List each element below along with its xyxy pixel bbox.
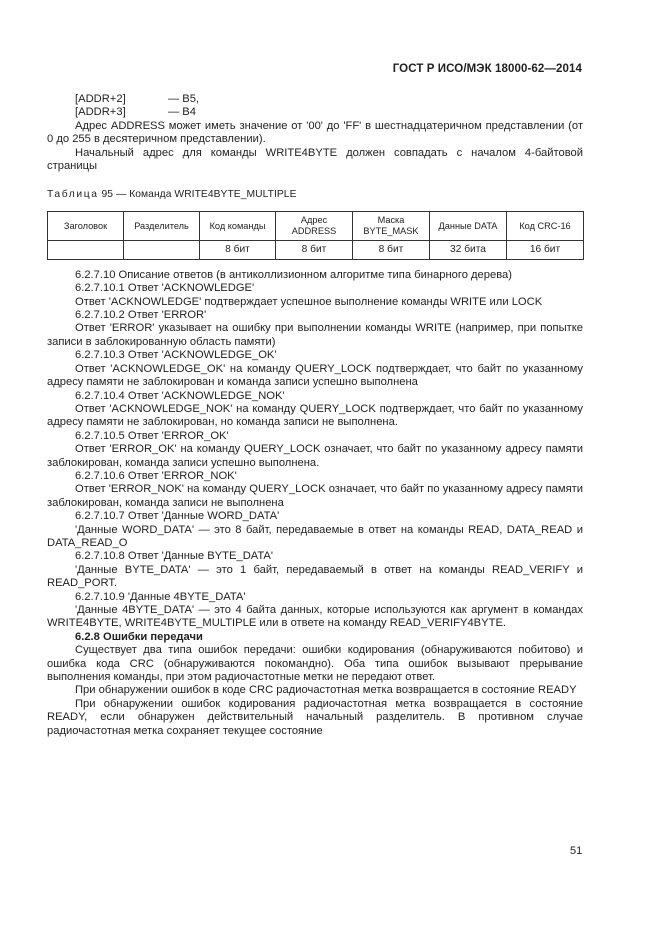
paragraph: Ответ 'ERROR_NOK' на команду QUERY_LOCK означает, что байт по указанному адресу памяти заблокирован, команда записи не выполнена xyxy=(47,483,583,509)
paragraph: Ответ 'ERROR' указывает на ошибку при выполнении команды WRITE (например, при попытке записи в заблокированную область памяти) xyxy=(47,322,583,348)
header-addr-text: Адрес ADDRESS xyxy=(291,215,337,236)
paragraph: Существует два типа ошибок передачи: ошибки кодирования (обнаруживаются побитово) и ошибка кода CRC (обнаруживаются покомандно). Оба типа ошибок вызывают прерывание выполнения команды, при этом радиочастотные метки не передают ответ. xyxy=(47,644,583,684)
table-cell: 32 бита xyxy=(430,240,507,259)
table-header-cell: Данные DATA xyxy=(430,211,507,240)
section-title: 6.2.8 Ошибки передачи xyxy=(75,630,203,643)
paragraph: 'Данные WORD_DATA' — это 8 байт, передаваемые в ответ на команды READ, DATA_READ и DATA_READ_O xyxy=(47,523,583,549)
paragraph: 6.2.7.10.2 Ответ 'ERROR' xyxy=(75,309,207,322)
paragraph: Ответ 'ACKNOWLEDGE_OK' на команду QUERY_LOCK подтверждает, что байт по указанному адресу памяти не заблокирован и команда записи успешно выполнена xyxy=(47,362,583,389)
table-caption-text: 95 — Команда WRITE4BYTE_MULTIPLE xyxy=(98,189,297,201)
paragraph: 6.2.7.10.8 Ответ 'Данные BYTE_DATA' xyxy=(75,550,274,563)
table-cell xyxy=(124,240,200,259)
paragraph: При обнаружении ошибок в коде CRC радиочастотная метка возвращается в состояние READY xyxy=(75,684,577,697)
addr-line xyxy=(47,106,583,119)
table-cell: 16 бит xyxy=(507,240,584,259)
paragraph: Адрес ADDRESS может иметь значение от '00' до 'FF' в шестнадцатеричном представлении (от 0 до 255 в десятеричном представлении). xyxy=(47,119,583,146)
table-cell: 8 бит xyxy=(200,240,276,259)
addr-line xyxy=(47,93,583,106)
paragraph: Ответ 'ACKNOWLEDGE_NOK' на команду QUERY_LOCK подтверждает, что байт по указанному адресу памяти не заблокирован, но команда записи не выполнена. xyxy=(47,402,583,429)
paragraph: 'Данные 4BYTE_DATA' — это 4 байта данных, которые используются как аргумент в командах WRITE4BYTE, WRITE4BYTE_MULTIPLE или в ответе на команду READ_VERIFY4BYTE. xyxy=(47,604,583,630)
header-mask-text: Маска BYTE_MASK xyxy=(363,215,419,236)
paragraph: 6.2.7.10 Описание ответов (в антиколлизионном алгоритме типа бинарного дерева) xyxy=(75,268,512,281)
paragraph: 6.2.7.10.4 Ответ 'ACKNOWLEDGE_NOK' xyxy=(75,389,285,402)
table-header-cell: Код CRC-16 xyxy=(507,211,584,240)
paragraph: Ответ 'ERROR_OK' на команду QUERY_LOCK означает, что байт по указанному адресу памяти заблокирован, команда записи успешно выполнена. xyxy=(47,443,583,469)
addr-key: [ADDR+2] xyxy=(75,93,126,105)
table-header-cell: Заголовок xyxy=(48,211,124,240)
table-cell: 8 бит xyxy=(276,240,353,259)
page-number: 51 xyxy=(570,845,583,857)
addr-key: [ADDR+3] xyxy=(75,106,126,119)
paragraph: 6.2.7.10.5 Ответ 'ERROR_OK' xyxy=(75,429,229,442)
table-caption xyxy=(47,188,583,201)
paragraph: 6.2.7.10.9 'Данные 4BYTE_DATA' xyxy=(75,590,246,603)
table-header-cell xyxy=(276,211,353,240)
paragraph: 'Данные BYTE_DATA' — это 1 байт, передаваемый в ответ на команды READ_VERIFY и READ_PORT. xyxy=(47,563,583,590)
addr-value: — B5, xyxy=(168,93,200,105)
paragraph: При обнаружении ошибок кодирования радиочастотная метка возвращается в состояние READY, если обнаружен действительный начальный разделитель. В противном случае радиочастотная метка сохраняет текущее состояние xyxy=(47,697,583,737)
table-header-cell: Разделитель xyxy=(124,211,200,240)
standard-header: ГОСТ Р ИСО/МЭК 18000-62—2014 xyxy=(392,63,582,75)
paragraph: 6.2.7.10.6 Ответ 'ERROR_NOK' xyxy=(75,469,237,482)
table-cell: 8 бит xyxy=(353,240,430,259)
paragraph: Ответ 'ACKNOWLEDGE' подтверждает успешное выполнение команды WRITE или LOCK xyxy=(75,295,543,308)
paragraph: 6.2.7.10.7 Ответ 'Данные WORD_DATA' xyxy=(75,510,280,523)
table-row xyxy=(48,240,584,259)
paragraph: Начальный адрес для команды WRITE4BYTE должен совпадать с началом 4-байтовой страницы xyxy=(47,146,583,173)
table-header-cell: Код команды xyxy=(200,211,276,240)
table-cell xyxy=(48,240,124,259)
table-header-cell xyxy=(353,211,430,240)
command-table xyxy=(47,211,584,260)
paragraph: 6.2.7.10.3 Ответ 'ACKNOWLEDGE_OK' xyxy=(75,349,277,362)
paragraph: 6.2.7.10.1 Ответ 'ACKNOWLEDGE' xyxy=(75,282,255,295)
table-caption-prefix: Таблица xyxy=(47,189,99,201)
addr-value: — B4 xyxy=(168,106,196,119)
page-content xyxy=(47,93,583,738)
table-header-row xyxy=(48,211,584,240)
